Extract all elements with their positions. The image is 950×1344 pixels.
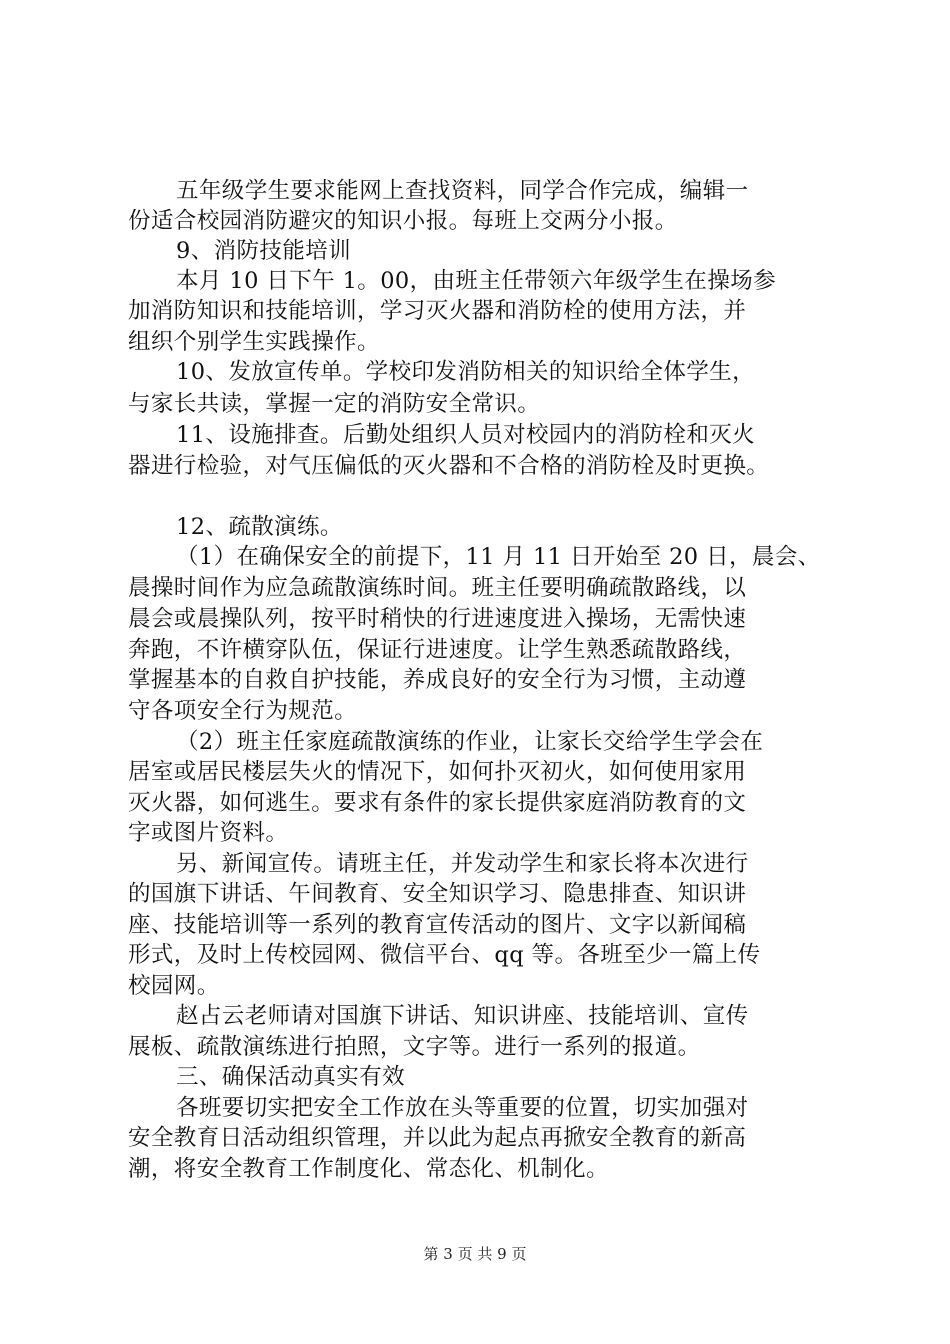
text-line: 加消防知识和技能培训，学习灭火器和消防栓的使用方法，并 — [128, 298, 747, 324]
text-line: 赵占云老师请对国旗下讲话、知识讲座、技能培训、宣传 — [176, 1003, 749, 1029]
text-line: 掌握基本的自救自护技能，养成良好的安全行为习惯，主动遵 — [128, 667, 747, 693]
text-line: 晨会或晨操队列，按平时稍快的行进速度进入操场，无需快速 — [128, 606, 747, 632]
text-line: 灭火器，如何逃生。要求有条件的家长提供家庭消防教育的文 — [128, 790, 747, 816]
text-line: 另、新闻宣传。请班主任，并发动学生和家长将本次进行 — [176, 851, 749, 877]
text-line: 10、发放宣传单。学校印发消防相关的知识给全体学生， — [176, 359, 756, 385]
text-line: 守各项安全行为规范。 — [128, 698, 358, 724]
text-line: 形式，及时上传校园网、微信平台、qq 等。各班至少一篇上传 — [128, 942, 761, 968]
text-line: 校园网。 — [128, 973, 220, 999]
text-line: 潮，将安全教育工作制度化、常态化、机制化。 — [128, 1156, 609, 1182]
section-heading: 三、确保活动真实有效 — [176, 1064, 406, 1090]
text-line: （2）班主任家庭疏散演练的作业，让家长交给学生学会在 — [176, 729, 764, 755]
text-line: 组织个别学生实践操作。 — [128, 329, 380, 355]
text-line: （1）在确保安全的前提下，11 月 11 日开始至 20 日，晨会、 — [176, 544, 821, 570]
text-line: 座、技能培训等一系列的教育宣传活动的图片、文字以新闻稿 — [128, 912, 747, 938]
text-line: 9、消防技能培训 — [176, 238, 352, 264]
text-line: 奔跑，不许横穿队伍，保证行进速度。让学生熟悉疏散路线， — [128, 637, 747, 663]
text-line: 五年级学生要求能网上查找资料，同学合作完成，编辑一 — [176, 178, 749, 204]
text-line: 12、疏散演练。 — [176, 514, 343, 540]
text-line: 的国旗下讲话、午间教育、安全知识学习、隐患排查、知识讲 — [128, 881, 747, 907]
text-line: 11、设施排查。后勤处组织人员对校园内的消防栓和灭火 — [176, 422, 756, 448]
text-line: 晨操时间作为应急疏散演练时间。班主任要明确疏散路线，以 — [128, 575, 747, 601]
text-line: 展板、疏散演练进行拍照，文字等。进行一系列的报道。 — [128, 1034, 701, 1060]
text-line: 器进行检验，对气压偏低的灭火器和不合格的消防栓及时更换。 — [128, 453, 770, 479]
text-line: 字或图片资料。 — [128, 820, 289, 846]
page-number: 第 3 页 共 9 页 — [423, 1245, 527, 1263]
text-line: 与家长共读，掌握一定的消防安全常识。 — [128, 391, 541, 417]
text-line: 份适合校园消防避灾的知识小报。每班上交两分小报。 — [128, 208, 678, 234]
text-line: 居室或居民楼层失火的情况下，如何扑灭初火，如何使用家用 — [128, 759, 747, 785]
text-line: 各班要切实把安全工作放在头等重要的位置，切实加强对 — [176, 1095, 749, 1121]
text-line: 本月 10 日下午 1。00，由班主任带领六年级学生在操场参 — [176, 268, 777, 294]
text-line: 安全教育日活动组织管理，并以此为起点再掀安全教育的新高 — [128, 1125, 747, 1151]
